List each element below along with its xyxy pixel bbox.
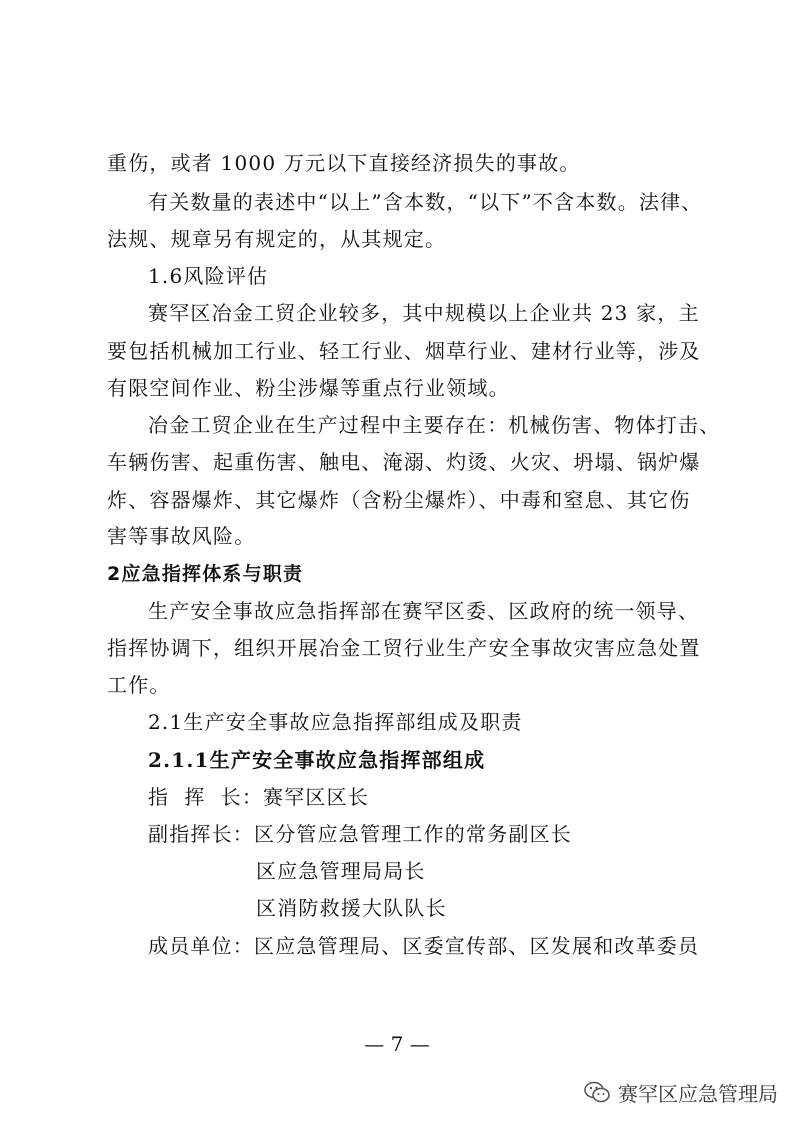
body-text-line: 工作。 [107, 673, 171, 697]
body-text-line: 重伤，或者 1000 万元以下直接经济损失的事故。 [107, 151, 581, 175]
subsection-heading: 2.1.1生产安全事故应急指挥部组成 [148, 748, 486, 772]
body-text-line: 车辆伤害、起重伤害、触电、淹溺、灼烫、火灾、坍塌、锅炉爆 [107, 450, 701, 474]
watermark-text: 赛罕区应急管理局 [618, 1081, 778, 1106]
section-heading: 2.1生产安全事故应急指挥部组成及职责 [148, 710, 523, 734]
deputy-commander-line: 区应急管理局局长 [256, 859, 426, 883]
body-text-line: 冶金工贸企业在生产过程中主要存在：机械伤害、物体打击、 [148, 413, 721, 437]
page-number: — 7 — [364, 1032, 430, 1056]
chapter-heading: 2应急指挥体系与职责 [107, 563, 304, 585]
body-text-line: 害等事故风险。 [107, 524, 256, 548]
body-text-line: 指挥协调下，组织开展冶金工贸行业生产安全事故灾害应急处置 [107, 636, 701, 660]
deputy-commander-line: 副指挥长：区分管应急管理工作的常务副区长 [148, 822, 572, 846]
section-heading: 1.6风险评估 [148, 264, 269, 288]
body-text-line: 赛罕区冶金工贸企业较多，其中规模以上企业共 23 家，主 [148, 301, 700, 325]
body-text-line: 法规、规章另有规定的，从其规定。 [107, 227, 447, 251]
member-units-line: 成员单位：区应急管理局、区委宣传部、区发展和改革委员 [148, 934, 700, 958]
deputy-commander-line: 区消防救援大队队长 [256, 896, 447, 920]
source-watermark [582, 1075, 778, 1109]
commander-line: 指 挥 长：赛罕区区长 [148, 785, 370, 809]
body-text-line: 有限空间作业、粉尘涉爆等重点行业领域。 [107, 376, 510, 400]
body-text-line: 生产安全事故应急指挥部在赛罕区委、区政府的统一领导、 [148, 599, 700, 623]
body-text-line: 要包括机械加工行业、轻工行业、烟草行业、建材行业等，涉及 [107, 339, 701, 363]
body-text-line: 有关数量的表述中“以上”含本数，“以下”不含本数。法律、 [148, 190, 703, 214]
body-text-line: 炸、容器爆炸、其它爆炸（含粉尘爆炸）、中毒和窒息、其它伤 [107, 488, 691, 512]
wechat-icon [582, 1077, 612, 1107]
